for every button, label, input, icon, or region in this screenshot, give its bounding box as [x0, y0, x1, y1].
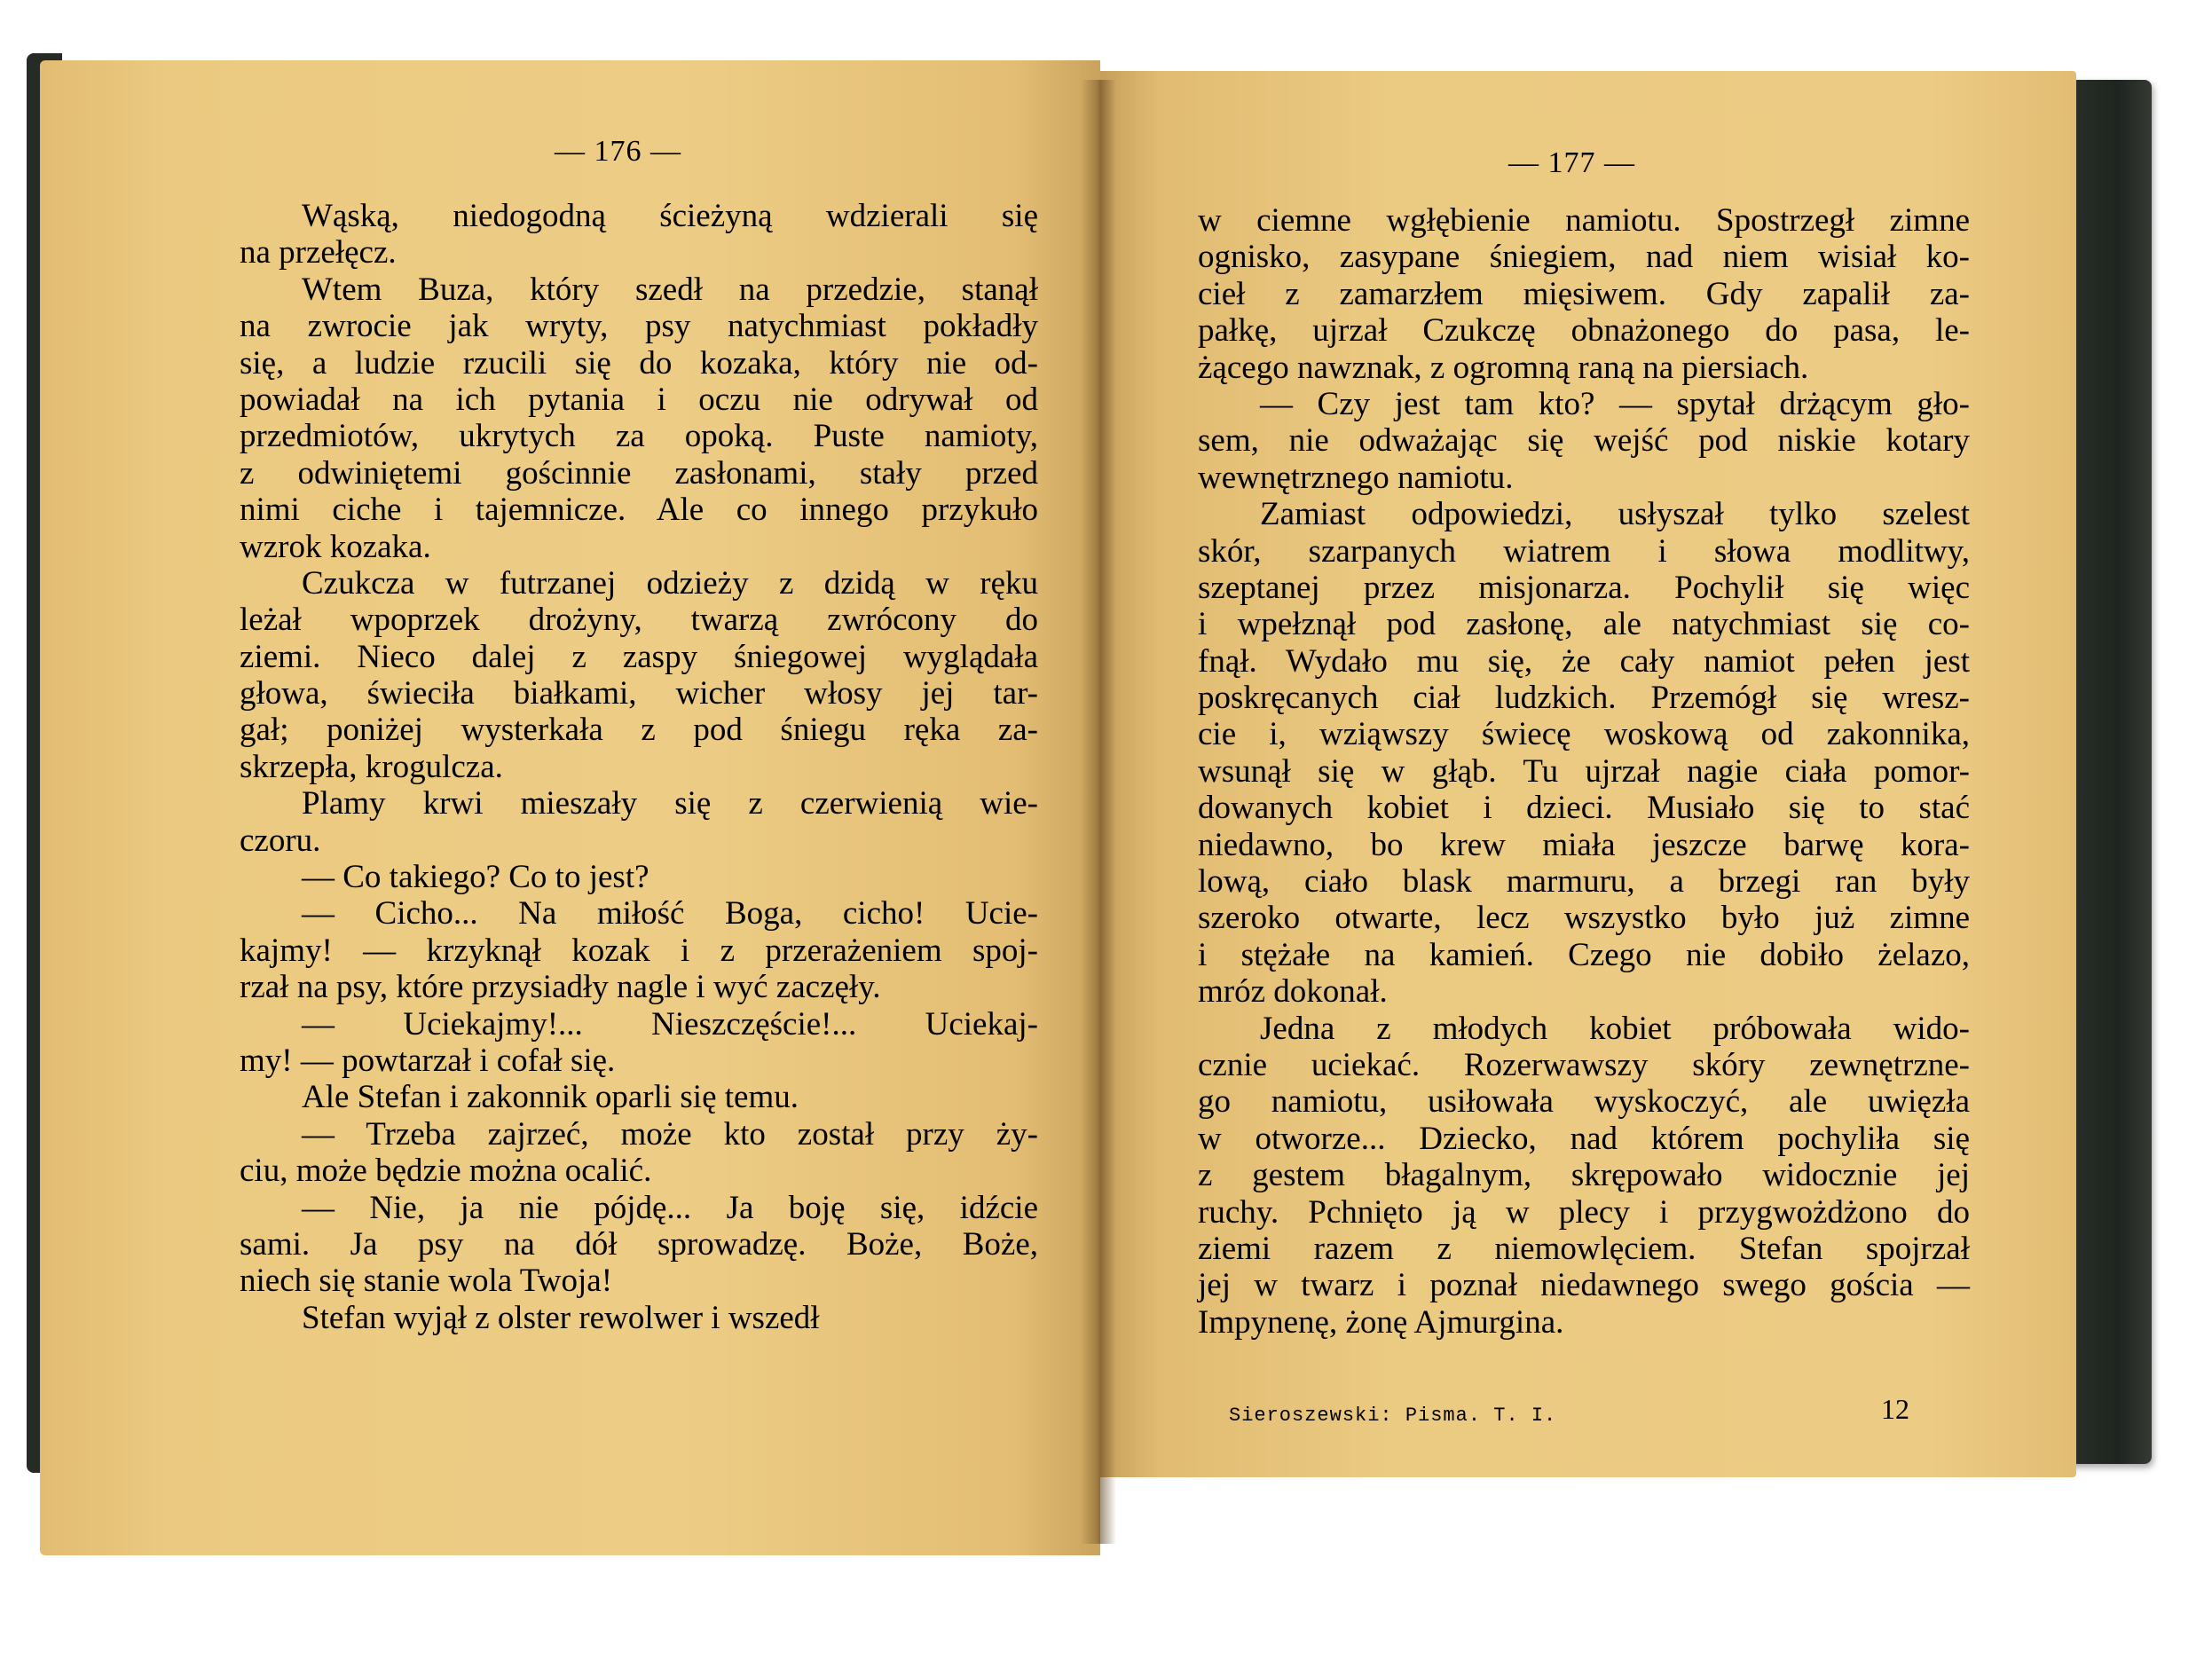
text-line: cieł z zamarzłem mięsiwem. Gdy zapalił za-	[1198, 275, 1970, 312]
right-page-number: — 177 —	[1508, 146, 1635, 179]
text-line: jej w twarz i poznał niedawnego swego gościa —	[1198, 1267, 1970, 1304]
text-line: żącego nawznak, z ogromną raną na piersiach.	[1198, 349, 1809, 386]
text-line: — Trzeba zajrzeć, może kto został przy ży-	[302, 1115, 1038, 1153]
text-line: przedmiotów, ukrytych za opoką. Puste namioty,	[240, 418, 1038, 455]
text-line: — Czy jest tam kto? — spytał drżącym gło-	[1260, 385, 1970, 422]
text-line: na przełęcz.	[240, 234, 397, 271]
text-line: nimi ciche i tajemnicze. Ale co innego przykuło	[240, 492, 1038, 529]
text-line: w otworze... Dziecko, nad którem pochyliła się	[1198, 1120, 1970, 1157]
text-line: szeroko otwarte, lecz wszystko było już zimne	[1198, 900, 1970, 937]
text-line: Jedna z młodych kobiet próbowała wido-	[1260, 1010, 1970, 1047]
text-line: skór, szarpanych wiatrem i słowa modlitwy,	[1198, 532, 1970, 570]
text-line: pałkę, ujrzał Czukczę obnażonego do pasa, le-	[1198, 312, 1970, 350]
footer-sheet-number: 12	[1881, 1393, 1909, 1425]
text-line: dowanych kobiet i dzieci. Musiało się to stać	[1198, 790, 1970, 827]
text-line: Czukcza w futrzanej odzieży z dzidą w ręku	[302, 564, 1038, 602]
footer-signature: Sieroszewski: Pisma. T. I.	[1229, 1405, 1557, 1427]
text-line: cznie uciekać. Rozerwawszy skóry zewnętrzne-	[1198, 1046, 1970, 1083]
left-page-number: — 176 —	[555, 135, 681, 168]
text-line: niedawno, bo krew miała jeszcze barwę kora-	[1198, 826, 1970, 863]
text-line: — Uciekajmy!... Nieszczęście!... Uciekaj-	[302, 1005, 1038, 1043]
text-line: my! — powtarzał i cofał się.	[240, 1042, 616, 1079]
text-line: ciu, może będzie można ocalić.	[240, 1153, 652, 1190]
text-line: z gestem błagalnym, skrępowało widocznie jej	[1198, 1157, 1970, 1194]
text-line: wzrok kozaka.	[240, 528, 431, 565]
text-line: ruchy. Pchnięto ją w plecy i przygwożdżono do	[1198, 1193, 1970, 1231]
text-line: kajmy! — krzyknął kozak i z przerażeniem spoj-	[240, 932, 1038, 969]
text-line: szeptanej przez misjonarza. Pochylił się więc	[1198, 569, 1970, 606]
text-line: wsunął się w głąb. Tu ujrzał nagie ciała pomor-	[1198, 752, 1970, 790]
book-cover-right-edge	[2067, 80, 2152, 1464]
text-line: — Cicho... Na miłość Boga, cicho! Ucie-	[302, 895, 1038, 932]
text-line: i wpełznął pod zasłonę, ale natychmiast się co-	[1198, 606, 1970, 643]
text-line: — Co takiego? Co to jest?	[302, 859, 649, 896]
text-line: — Nie, ja nie pójdę... Ja boję się, idźcie	[302, 1189, 1038, 1226]
right-page-text	[1198, 202, 1970, 1341]
text-line: głowa, świeciła białkami, wicher włosy jej tar-	[240, 675, 1038, 712]
text-line: ziemi. Nieco dalej z zaspy śniegowej wyglądała	[240, 638, 1038, 675]
text-line: sami. Ja psy na dół sprowadzę. Boże, Boże,	[240, 1225, 1038, 1263]
text-line: lową, ciało blask marmuru, a brzegi ran były	[1198, 863, 1970, 901]
text-line: Plamy krwi mieszały się z czerwienią wie-	[302, 785, 1038, 822]
text-line: się, a ludzie rzucili się do kozaka, który nie od-	[240, 344, 1038, 382]
text-line: ognisko, zasypane śniegiem, nad niem wisiał ko-	[1198, 239, 1970, 276]
text-line: wewnętrznego namiotu.	[1198, 459, 1514, 496]
text-line: i stężałe na kamień. Czego nie dobiło żelazo,	[1198, 936, 1970, 973]
text-line: Impynenę, żonę Ajmurgina.	[1198, 1303, 1564, 1341]
text-line: niech się stanie wola Twoja!	[240, 1263, 613, 1300]
text-line: fnął. Wydało mu się, że cały namiot pełen jest	[1198, 642, 1970, 680]
text-line: ziemi razem z niemowlęciem. Stefan spojrzał	[1198, 1230, 1970, 1267]
text-line: czoru.	[240, 822, 321, 859]
text-line: Wąską, niedogodną ścieżyną wdzierali się	[302, 198, 1038, 234]
text-line: z odwiniętemi gościnnie zasłonami, stały przed	[240, 454, 1038, 492]
left-page-text	[240, 198, 1038, 1336]
text-line: cie i, wziąwszy świecę woskową od zakonnika,	[1198, 716, 1970, 753]
text-line: skrzepła, krogulcza.	[240, 748, 503, 785]
text-line: poskręcanych ciał ludzkich. Przemógł się wresz-	[1198, 680, 1970, 717]
text-line: mróz dokonał.	[1198, 973, 1388, 1011]
text-line: na zwrocie jak wryty, psy natychmiast pokładły	[240, 308, 1038, 345]
text-line: rzał na psy, które przysiadły nagle i wyć zaczęły.	[240, 969, 881, 1006]
text-line: powiadał na ich pytania i oczu nie odrywał od	[240, 381, 1038, 418]
text-line: w ciemne wgłębienie namiotu. Spostrzegł zimne	[1198, 202, 1970, 239]
book-gutter	[1081, 80, 1116, 1544]
text-line: Ale Stefan i zakonnik oparli się temu.	[302, 1079, 799, 1116]
text-line: gał; poniżej wysterkała z pod śniegu ręka za-	[240, 712, 1038, 749]
text-line: Wtem Buza, który szedł na przedzie, stanął	[302, 271, 1038, 308]
text-line: leżał wpoprzek drożyny, twarzą zwrócony do	[240, 602, 1038, 639]
text-line: Stefan wyjął z olster rewolwer i wszedł	[302, 1299, 820, 1336]
text-line: Zamiast odpowiedzi, usłyszał tylko szelest	[1260, 496, 1970, 533]
text-line: go namiotu, usiłowała wyskoczyć, ale uwięzła	[1198, 1083, 1970, 1121]
text-line: sem, nie odważając się wejść pod niskie kotary	[1198, 422, 1970, 460]
